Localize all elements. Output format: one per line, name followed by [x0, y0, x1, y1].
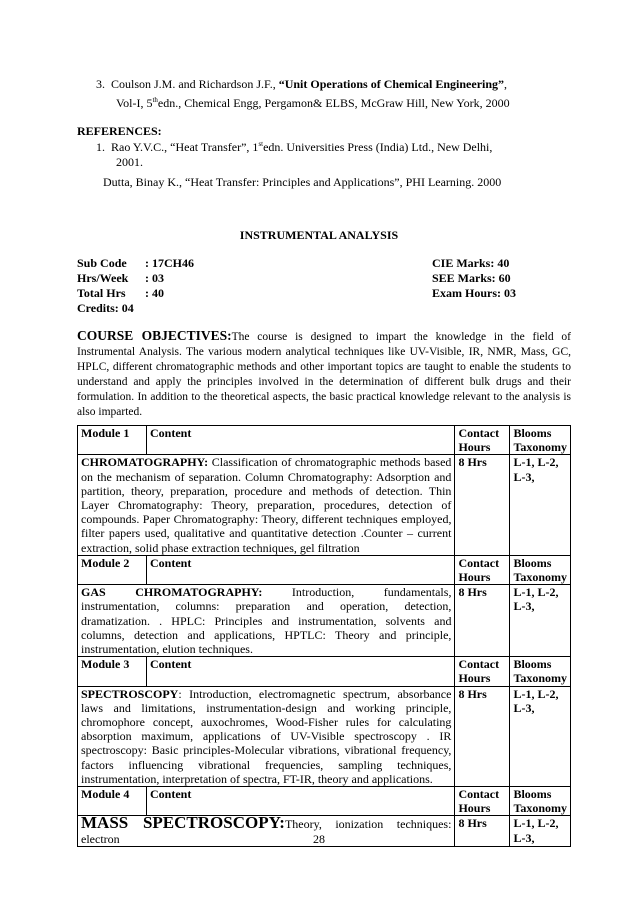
reference-item-2: Dutta, Binay K., “Heat Transfer: Principles and Applications”, PHI Learning. 2000 [103, 175, 502, 189]
module-topic-text: Introduction, fundamentals, instrumentation, columns: preparation and operation, detection, dramatization. . HPLC: Principles and instrumentation, solvents and columns, detection and applications, HPTLC: Theory and principle, instrumentation, elution techniques. [81, 585, 452, 657]
content-label: Content [147, 657, 455, 686]
module-header-row [78, 426, 571, 455]
module-header-row [78, 555, 571, 584]
module-content-row [78, 686, 571, 786]
module-hours: 8 Hrs [455, 585, 510, 657]
contact-hours-label: Contact Hours [455, 555, 510, 584]
contact-hours-label: Contact Hours [455, 787, 510, 816]
reference-item-3: 3. Coulson J.M. and Richardson J.F., “Unit Operations of Chemical Engineering”, Vol-I, 5thedn., Chemical Engg, Pergamon& ELBS, McGraw Hill, New York, 2000 [96, 77, 510, 110]
module-topic-text: Theory, ionization techniques: electron [81, 817, 452, 846]
content-label: Content [147, 555, 455, 584]
module-hours: 8 Hrs [455, 816, 510, 846]
item-number: 3. [96, 77, 105, 91]
contact-hours-label: Contact Hours [455, 426, 510, 455]
module-blooms: L-1, L-2, L-3, [510, 585, 571, 657]
module-content [78, 455, 455, 555]
content-label: Content [147, 787, 455, 816]
module-content [78, 686, 455, 786]
module-topic-heading: SPECTROSCOPY [81, 686, 179, 701]
references-heading: REFERENCES: [77, 124, 162, 138]
objectives-text: The course is designed to impart the knowledge in the field of Instrumental Analysis. The various modern analytical techniques like UV-Visible, IR, NMR, Mass, GC, HPLC, different chromatographic methods and other important topics are taught to enable the students to understand and apply the principles involved in the determination of different bulk drugs and their formulation. In addition to the theoretical aspects, the basic practical knowledge relevant to the analysis is also imparted. [77, 331, 571, 418]
module-table [77, 425, 571, 847]
module-content-row [78, 585, 571, 657]
module-topic-heading: CHROMATOGRAPHY: [81, 455, 209, 470]
module-topic-text: : Introduction, electromagnetic spectrum, absorbance laws and limitations, instrumentation-design and working principle, chromophore concept, auxochromes, Wood-Fisher rules for calculating absorption maximum, applications of UV-Visible spectroscopy . IR spectroscopy: Basic principles-Molecular vibrations, vibrational frequency, factors influencing vibrational frequencies, sampling techniques, instrumentation, interpretation of spectra, FT-IR, theory and applications. [81, 686, 452, 786]
objectives-heading: COURSE OBJECTIVES: [77, 328, 232, 343]
module-hours: 8 Hrs [455, 455, 510, 555]
module-label: Module 1 [78, 426, 147, 455]
module-label: Module 4 [78, 787, 147, 816]
module-label: Module 3 [78, 657, 147, 686]
module-topic-heading: GAS CHROMATOGRAPHY: [81, 585, 263, 600]
module-content-row [78, 455, 571, 555]
course-objectives [77, 328, 571, 420]
item-title: “Unit Operations of Chemical Engineering” [278, 77, 505, 91]
item-authors: Coulson J.M. and Richardson J.F., [111, 77, 276, 91]
blooms-label: Blooms Taxonomy [510, 657, 571, 686]
module-blooms: L-1, L-2, L-3, [510, 455, 571, 555]
module-blooms: L-1, L-2, L-3, [510, 816, 571, 846]
course-title: INSTRUMENTAL ANALYSIS [239, 228, 399, 242]
reference-item-1: 1. Rao Y.V.C., “Heat Transfer”, 1stedn. Universities Press (India) Ltd., New Delhi, 2001. [96, 140, 493, 169]
blooms-label: Blooms Taxonomy [510, 787, 571, 816]
module-hours: 8 Hrs [455, 686, 510, 786]
blooms-label: Blooms Taxonomy [510, 426, 571, 455]
module-content [78, 585, 455, 657]
blooms-label: Blooms Taxonomy [510, 555, 571, 584]
module-header-row [78, 787, 571, 816]
module-topic-text: Classification of chromatographic methods based on the mechanism of separation. Column Chromatography: Adsorption and partition, theory, preparation, procedure and methods of detection. Thin Layer Chromatography: Theory, preparation, procedures, detection of compounds. Paper Chromatography: Theory, different techniques employed, filter papers used, qualitative and quantitative detection .Counter – current extraction, solid phase extraction techniques, gel filtration [81, 455, 452, 555]
contact-hours-label: Contact Hours [455, 657, 510, 686]
page-number: 28 [313, 832, 325, 846]
module-blooms: L-1, L-2, L-3, [510, 686, 571, 786]
course-info-left: Sub Code : 17CH46 Hrs/Week : 03 Total Hrs : 40 Credits: 04 [77, 256, 194, 315]
course-info-right: CIE Marks: 40 SEE Marks: 60 Exam Hours: 03 [432, 256, 516, 300]
content-label: Content [147, 426, 455, 455]
module-topic-heading: MASS SPECTROSCOPY: [81, 813, 285, 833]
module-header-row [78, 657, 571, 686]
module-label: Module 2 [78, 555, 147, 584]
